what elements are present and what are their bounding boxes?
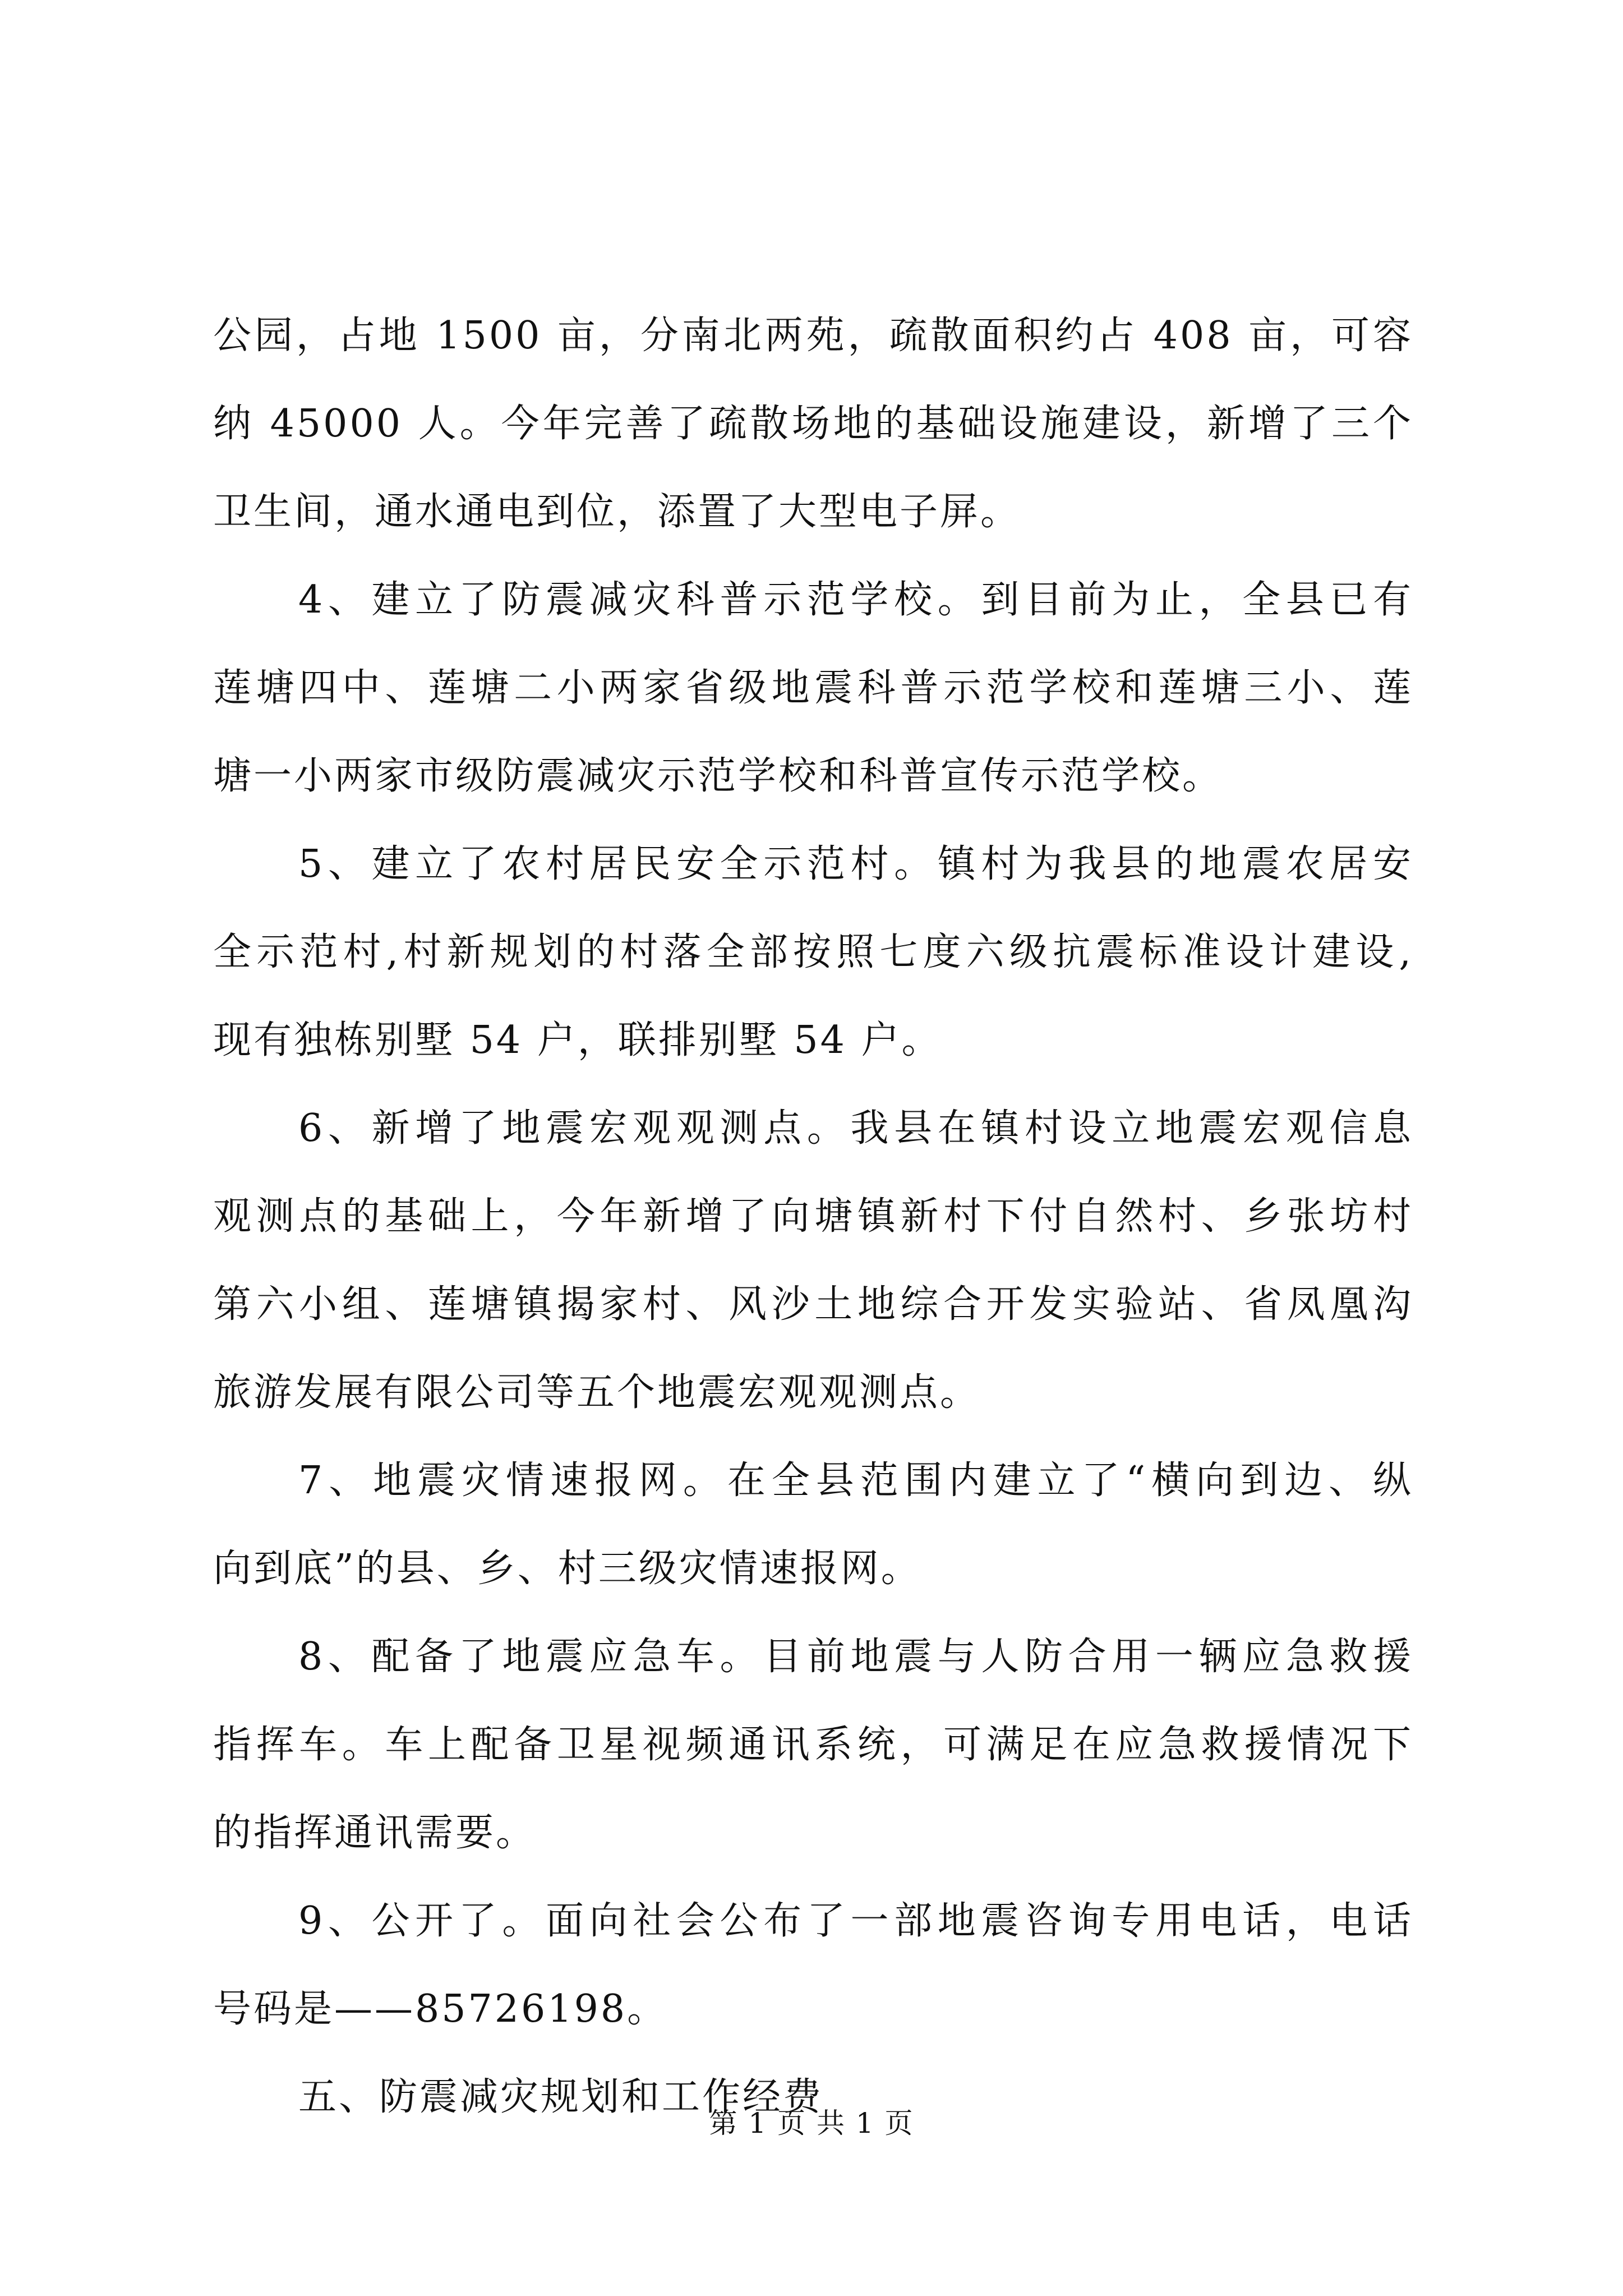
paragraph-start-line: 7、地震灾情速报网。在全县范围内建立了“横向到边、纵 — [298, 1458, 1413, 1503]
paragraph-start-line: 9、公开了。面向社会公布了一部地震咨询专用电话，电话 — [298, 1899, 1413, 1943]
text-line: 现有独栋别墅 54 户，联排别墅 54 户。 — [213, 1018, 942, 1062]
text-line: 指挥车。车上配备卫星视频通讯系统，可满足在应急救援情况下 — [213, 1723, 1413, 1767]
paragraph-start-line: 8、配备了地震应急车。目前地震与人防合用一辆应急救援 — [298, 1635, 1413, 1679]
paragraph-start-line: 6、新增了地震宏观观测点。我县在镇村设立地震宏观信息 — [298, 1106, 1413, 1151]
text-line: 卫生间，通水通电到位，添置了大型电子屏。 — [213, 490, 1021, 534]
text-line: 号码是——85726198。 — [213, 1987, 668, 2031]
text-line: 观测点的基础上，今年新增了向塘镇新村下付自然村、乡张坊村 — [213, 1194, 1413, 1239]
text-line: 的指挥通讯需要。 — [213, 1811, 537, 1855]
paragraph-start-line: 5、建立了农村居民安全示范村。镇村为我县的地震农居安 — [298, 842, 1413, 886]
text-line: 向到底”的县、乡、村三级灾情速报网。 — [213, 1547, 921, 1591]
text-line: 全示范村,村新规划的村落全部按照七度六级抗震标准设计建设, — [213, 930, 1413, 974]
paragraph-start-line: 4、建立了防震减灾科普示范学校。到目前为止，全县已有 — [298, 578, 1413, 622]
text-line: 公园，占地 1500 亩，分南北两苑，疏散面积约占 408 亩，可容 — [213, 314, 1413, 358]
text-line: 莲塘四中、莲塘二小两家省级地震科普示范学校和莲塘三小、莲 — [213, 666, 1413, 710]
document-body — [213, 292, 1413, 2141]
page-footer: 第 1 页 共 1 页 — [709, 2107, 914, 2139]
text-line: 旅游发展有限公司等五个地震宏观观测点。 — [213, 1370, 981, 1415]
text-line: 第六小组、莲塘镇揭家村、风沙土地综合开发实验站、省凤凰沟 — [213, 1282, 1413, 1327]
section-heading: 五、防震减灾规划和工作经费 — [298, 2075, 824, 2119]
text-line: 纳 45000 人。今年完善了疏散场地的基础设施建设，新增了三个 — [213, 402, 1413, 446]
text-line: 塘一小两家市级防震减灾示范学校和科普宣传示范学校。 — [213, 754, 1223, 798]
